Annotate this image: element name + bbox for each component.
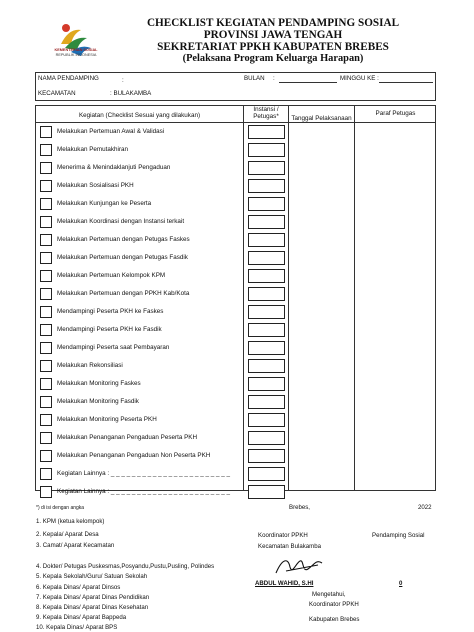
row-checkbox[interactable] [40, 468, 52, 480]
instansi-input[interactable] [248, 251, 285, 265]
logo-name: KEMENTERIAN SOSIAL [54, 48, 98, 52]
instansi-input[interactable] [248, 269, 285, 283]
row-label: Melakukan Sosialisasi PKH [57, 182, 134, 189]
row-label: Melakukan Pemutakhiran [57, 146, 129, 153]
nama-pendamping-colon: : [122, 77, 124, 84]
header-province: PROVINSI JAWA TENGAH [203, 29, 343, 41]
petugas-item: 10. Kepala Dinas/ Aparat BPS [36, 624, 118, 631]
instansi-input[interactable] [248, 143, 285, 157]
row-checkbox[interactable] [40, 414, 52, 426]
minggu-field[interactable] [379, 82, 433, 83]
row-label: Melakukan Kunjungan ke Peserta [57, 200, 152, 207]
row-checkbox[interactable] [40, 288, 52, 300]
koordinator-area: Kecamatan Bulakamba [258, 543, 322, 550]
instansi-input[interactable] [248, 413, 285, 427]
koordinator-name: ABDUL WAHID, S.HI [255, 580, 314, 587]
instansi-input[interactable] [248, 431, 285, 445]
row-checkbox[interactable] [40, 324, 52, 336]
column-divider [243, 105, 244, 491]
instansi-input[interactable] [248, 179, 285, 193]
bulan-label: BULAN [244, 75, 265, 82]
instansi-input[interactable] [248, 449, 285, 463]
row-label: Melakukan Pertemuan dengan Petugas Faskes [57, 236, 190, 243]
petugas-item: 5. Kepala Sekolah/Guru/ Satuan Sekolah [36, 573, 148, 580]
instansi-input[interactable] [248, 287, 285, 301]
petugas-item: 4. Dokter/ Petugas Puskesmas,Posyandu,Pustu,Pusling, Polindes [36, 563, 215, 570]
col-paraf-header: Paraf Petugas [375, 110, 416, 117]
bulan-field[interactable] [279, 82, 337, 83]
row-label: Kegiatan Lainnya : _ _ _ _ _ _ _ _ _ _ _ _ _ _ _ _ _ _ _ _ _ _ _ [57, 488, 230, 495]
instansi-input[interactable] [248, 323, 285, 337]
instansi-input[interactable] [248, 395, 285, 409]
row-label: Melakukan Rekonsiliasi [57, 362, 123, 369]
row-label: Melakukan Monitoring Faskes [57, 380, 141, 387]
petugas-item: 1. KPM (ketua kelompok) [36, 518, 105, 525]
logo-country: REPUBLIK INDONESIA [55, 53, 97, 57]
row-label: Melakukan Penanganan Pengaduan Peserta PKH [57, 434, 198, 441]
petugas-item: 2. Kepala/ Aparat Desa [36, 531, 99, 538]
nama-pendamping-label: NAMA PENDAMPING [38, 75, 99, 82]
kecamatan-label: KECAMATAN [38, 90, 76, 97]
col-instansi-header: Instansi / Petugas* [253, 106, 279, 120]
header-program: (Pelaksana Program Keluarga Harapan) [182, 53, 364, 64]
row-label: Mendampingi Peserta PKH ke Faskes [57, 308, 164, 315]
kemensos-logo-icon [40, 14, 110, 72]
row-label: Menerima & Menindaklanjuti Pengaduan [57, 164, 171, 171]
row-checkbox[interactable] [40, 180, 52, 192]
kabupaten-label: Kabupaten Brebes [309, 616, 360, 623]
header-divider [35, 122, 436, 123]
row-checkbox[interactable] [40, 162, 52, 174]
col-kegiatan-header: Kegiatan (Checklist Sesuai yang dilakukan) [78, 112, 201, 119]
petugas-item: 6. Kepala Dinas/ Aparat Dinsos [36, 584, 121, 591]
petugas-item: 7. Kepala Dinas/ Aparat Dinas Pendidikan [36, 594, 150, 601]
column-divider [288, 105, 289, 491]
instansi-input[interactable] [248, 467, 285, 481]
row-label: Mendampingi Peserta saat Pembayaran [57, 344, 170, 351]
bulan-colon: : [273, 75, 275, 82]
instansi-input[interactable] [248, 197, 285, 211]
year-label: 2022 [418, 504, 432, 511]
instansi-input[interactable] [248, 359, 285, 373]
instansi-input[interactable] [248, 215, 285, 229]
row-checkbox[interactable] [40, 216, 52, 228]
col-tanggal-header: Tanggal Pelaksanaan [291, 115, 352, 122]
row-checkbox[interactable] [40, 396, 52, 408]
row-checkbox[interactable] [40, 432, 52, 444]
row-checkbox[interactable] [40, 252, 52, 264]
row-checkbox[interactable] [40, 360, 52, 372]
petugas-item: 9. Kepala Dinas/ Aparat Bappeda [36, 614, 127, 621]
footnote: *) di isi dengan angka [36, 505, 85, 511]
signature-icon [272, 553, 330, 581]
instansi-input[interactable] [248, 125, 285, 139]
row-checkbox[interactable] [40, 306, 52, 318]
row-checkbox[interactable] [40, 378, 52, 390]
instansi-input[interactable] [248, 233, 285, 247]
row-checkbox[interactable] [40, 450, 52, 462]
row-label: Mendampingi Peserta PKH ke Fasdik [57, 326, 162, 333]
row-checkbox[interactable] [40, 234, 52, 246]
instansi-input[interactable] [248, 485, 285, 499]
instansi-input[interactable] [248, 341, 285, 355]
kecamatan-value: : BULAKAMBA [110, 90, 152, 97]
row-label: Melakukan Pertemuan dengan Petugas Fasdik [57, 254, 188, 261]
row-label: Melakukan Pertemuan Kelompok KPM [57, 272, 166, 279]
koordinator-title: Koordinator PPKH [258, 532, 308, 539]
row-checkbox[interactable] [40, 144, 52, 156]
row-checkbox[interactable] [40, 198, 52, 210]
instansi-input[interactable] [248, 161, 285, 175]
minggu-label: MINGGU KE : [340, 75, 379, 82]
row-label: Melakukan Monitoring Peserta PKH [57, 416, 157, 423]
row-label: Melakukan Pertemuan Awal & Validasi [57, 128, 165, 135]
row-checkbox[interactable] [40, 126, 52, 138]
row-label: Melakukan Koordinasi dengan Instansi terkait [57, 218, 185, 225]
instansi-input[interactable] [248, 377, 285, 391]
petugas-item: 3. Camat/ Aparat Kecamatan [36, 542, 115, 549]
koordinator-ppkh-label: Koordinator PPKH [309, 601, 359, 608]
instansi-input[interactable] [248, 305, 285, 319]
mengetahui-label: Mengetahui, [312, 591, 346, 598]
logo-caption [40, 48, 112, 58]
place-label: Brebes, [289, 504, 311, 511]
row-checkbox[interactable] [40, 486, 52, 498]
row-label: Melakukan Penanganan Pengaduan Non Peserta PKH [57, 452, 211, 459]
column-divider [354, 105, 355, 491]
row-checkbox[interactable] [40, 270, 52, 282]
row-label: Melakukan Monitoring Fasdik [57, 398, 139, 405]
header-secretariat: SEKRETARIAT PPKH KABUPATEN BREBES [157, 41, 389, 53]
petugas-item: 8. Kepala Dinas/ Aparat Dinas Kesehatan [36, 604, 149, 611]
row-label: Kegiatan Lainnya : _ _ _ _ _ _ _ _ _ _ _ _ _ _ _ _ _ _ _ _ _ _ _ [57, 470, 230, 477]
header-title: CHECKLIST KEGIATAN PENDAMPING SOSIAL [146, 17, 400, 29]
pendamping-name: 0 [399, 580, 403, 587]
pendamping-title: Pendamping Sosial [372, 532, 425, 539]
row-checkbox[interactable] [40, 342, 52, 354]
row-label: Melakukan Pertemuan dengan PPKH Kab/Kota [57, 290, 190, 297]
